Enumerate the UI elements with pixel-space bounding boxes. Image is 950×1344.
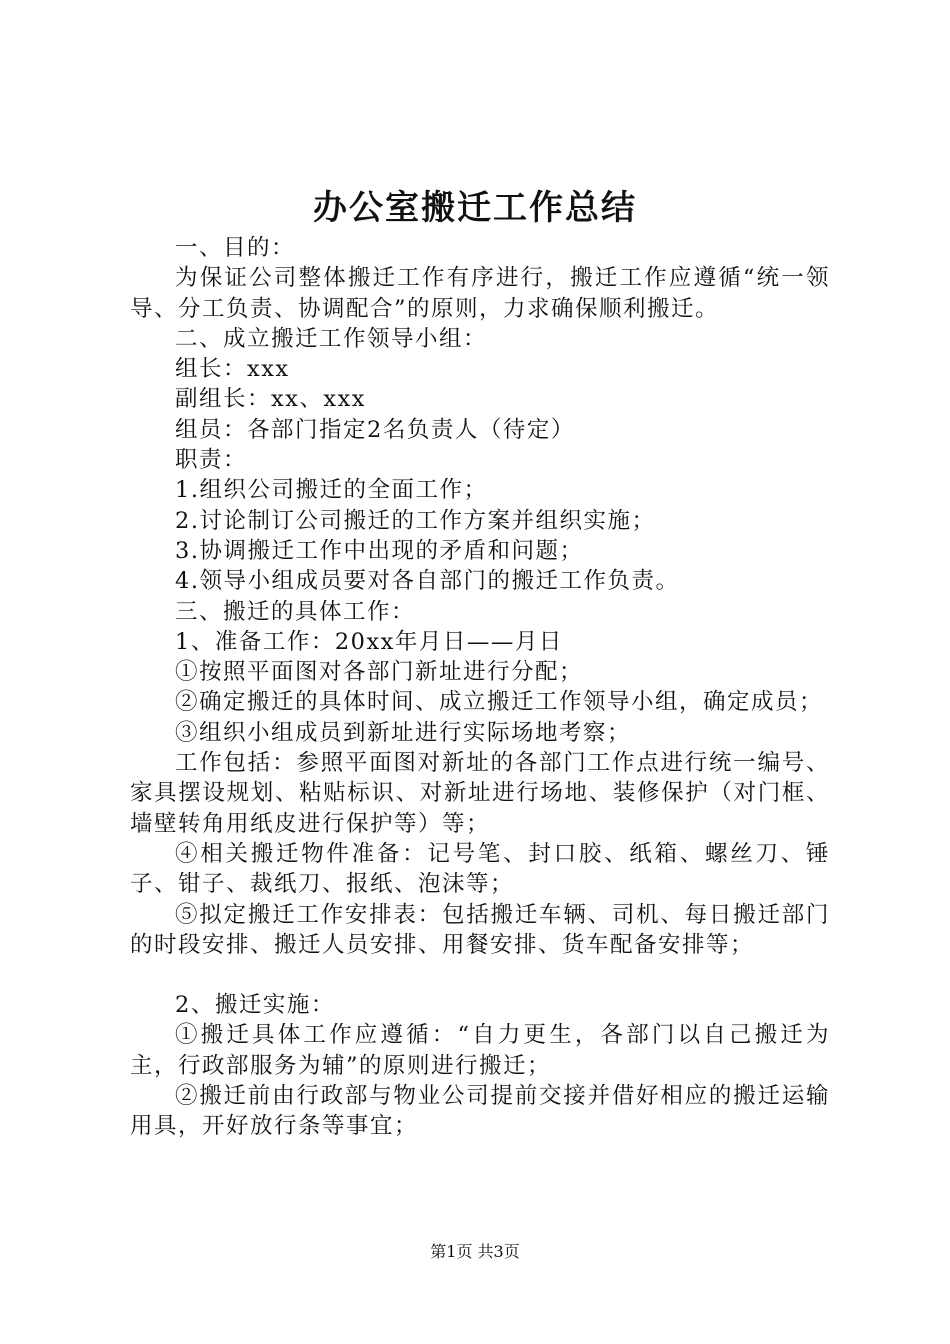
paragraph: ⑤拟定搬迁工作安排表：包括搬迁车辆、司机、每日搬迁部门的时段安排、搬迁人员安排、用餐安排、货车配备安排等； [130,901,830,958]
paragraph: 2.讨论制订公司搬迁的工作方案并组织实施； [175,507,656,534]
paragraph: ①搬迁具体工作应遵循：“自力更生，各部门以自己搬迁为主，行政部服务为辅”的原则进行搬迁； [130,1022,830,1079]
paragraph: 2、搬迁实施： [175,992,335,1019]
paragraph: 组员：各部门指定2名负责人（待定） [175,416,575,443]
paragraph: 4.领导小组成员要对各自部门的搬迁工作负责。 [175,568,680,595]
paragraph: ②搬迁前由行政部与物业公司提前交接并借好相应的搬迁运输用具，开好放行条等事宜； [130,1083,830,1140]
page-footer: 第1页 共3页 [430,1242,520,1261]
paragraph: ④相关搬迁物件准备：记号笔、封口胶、纸箱、螺丝刀、锤子、钳子、裁纸刀、报纸、泡沫等； [130,840,830,898]
paragraph: 1.组织公司搬迁的全面工作； [175,477,488,504]
paragraph: 三、搬迁的具体工作： [175,598,416,625]
paragraph: 职责： [175,447,248,474]
paragraph: 3.协调搬迁工作中出现的矛盾和问题； [175,537,584,564]
document-body [130,233,830,1142]
paragraph: ②确定搬迁的具体时间、成立搬迁工作领导小组，确定成员； [175,689,824,716]
document-title: 办公室搬迁工作总结 [313,188,637,228]
paragraph: 工作包括：参照平面图对新址的各部门工作点进行统一编号、家具摆设规划、粘贴标识、对新址进行场地、装修保护（对门框、墙壁转角用纸皮进行保护等）等； [130,750,830,837]
paragraph-gap [130,960,830,990]
paragraph: ①按照平面图对各部门新址进行分配； [175,659,584,686]
paragraph: 二、成立搬迁工作领导小组： [175,325,488,352]
paragraph: 一、目的： [175,235,296,261]
paragraph: 副组长：xx、xxx [175,386,366,413]
paragraph: ③组织小组成员到新址进行实际场地考察； [175,719,632,746]
paragraph: 为保证公司整体搬迁工作有序进行，搬迁工作应遵循“统一领导、分工负责、协调配合”的原则，力求确保顺利搬迁。 [130,265,830,322]
paragraph: 1、准备工作：20xx年月日——月日 [175,628,563,655]
paragraph: 组长：xxx [175,356,290,383]
